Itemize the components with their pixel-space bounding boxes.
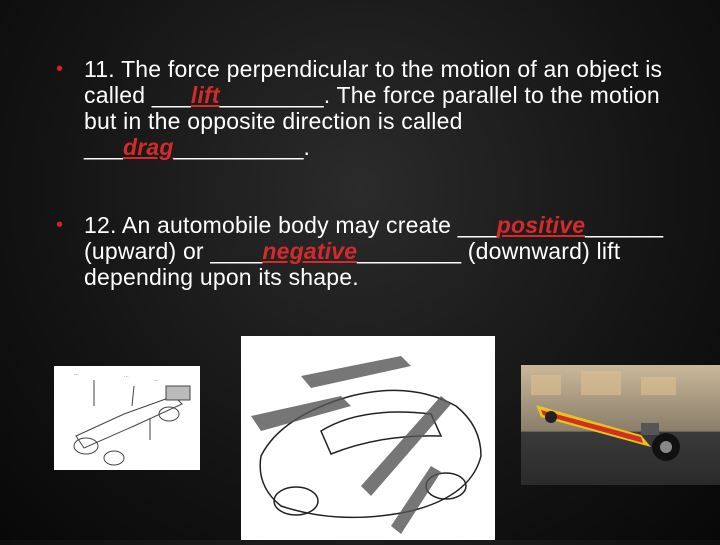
text: __________.	[173, 134, 311, 160]
svg-text:···: ···	[124, 374, 129, 380]
svg-text:···: ···	[154, 378, 159, 384]
text: ______ (upward) or ____	[84, 212, 664, 264]
answer-negative: negative	[262, 238, 358, 264]
bullet-dot-icon: •	[56, 58, 64, 80]
sports-car-airflow-icon	[241, 336, 495, 540]
bullet-number: 12.	[84, 212, 117, 238]
bullet-number: 11.	[84, 56, 115, 82]
bullet-dot-icon: •	[56, 214, 64, 236]
bullet-11	[56, 56, 676, 160]
answer-positive: positive	[496, 212, 586, 238]
text: The force perpendicular to the motion of an object is called ___	[84, 56, 663, 108]
race-car-diagram-icon	[54, 366, 200, 470]
answer-drag: drag	[122, 134, 174, 160]
bullet-12	[56, 212, 676, 290]
dragster-photo-icon	[521, 365, 720, 485]
bullet-list	[56, 56, 676, 290]
text: ________ (downward) lift depending upon its shape.	[84, 238, 621, 290]
svg-text:···: ···	[74, 372, 79, 378]
text: ________. The force parallel to the motion but in the opposite direction is called ___	[84, 82, 660, 160]
text: An automobile body may create ___	[121, 212, 497, 238]
answer-lift: lift	[190, 82, 220, 108]
